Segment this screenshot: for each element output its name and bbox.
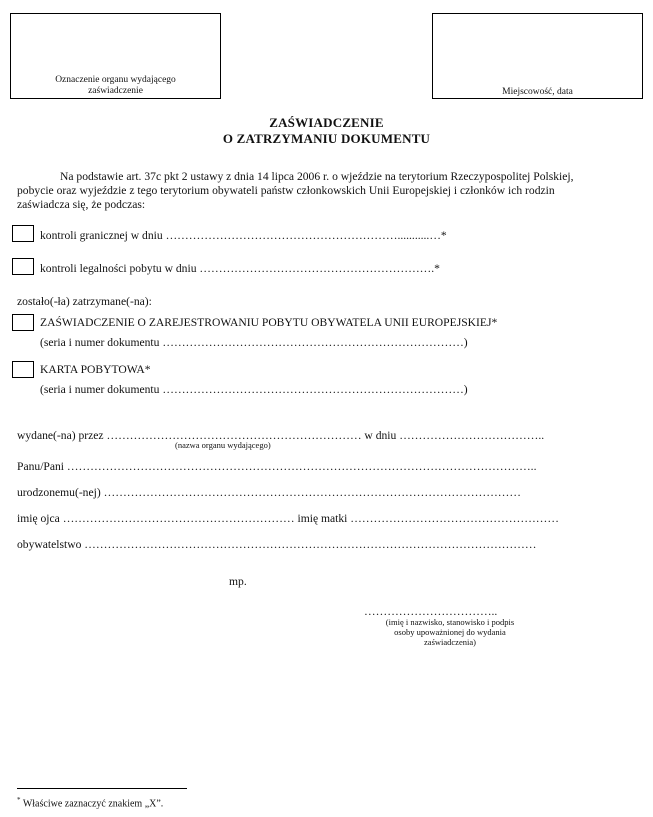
person-name-field[interactable]: Panu/Pani …………………………………………………………………………………………………………..: [17, 460, 537, 473]
residence-card-checkbox[interactable]: [12, 361, 34, 378]
issued-by-field[interactable]: wydane(-na) przez ………………………………………………………… w dniu ………………………………..: [17, 429, 545, 442]
parents-field[interactable]: imię ojca …………………………………………………… imię matki ………………………………………………: [17, 512, 559, 525]
residence-series-field[interactable]: (seria i numer dokumentu ……………………………………………………………………): [40, 383, 468, 396]
stamp-label: mp.: [229, 575, 247, 588]
legality-control-checkbox[interactable]: [12, 258, 34, 275]
issuer-caption: (nazwa organu wydającego): [175, 440, 271, 450]
legality-control-label: kontroli legalności pobytu w dniu …………………………………………………….*: [40, 262, 440, 275]
footnote-mark: *: [17, 796, 21, 804]
footnote: [17, 796, 163, 809]
border-control-label: kontroli granicznej w dniu ……………………………………………………...........…*: [40, 229, 447, 242]
document-subtitle: O ZATRZYMANIU DOKUMENTU: [222, 131, 431, 146]
signature-field[interactable]: ……………………………..: [364, 605, 498, 618]
footnote-divider: [17, 788, 187, 789]
retained-label: zostało(-ła) zatrzymane(-na):: [17, 295, 152, 308]
birth-field[interactable]: urodzonemu(-nej) ………………………………………………………………………………………………: [17, 486, 521, 499]
intro-line-3: zaświadcza się, że podczas:: [17, 198, 146, 211]
issuing-authority-caption: Oznaczenie organu wydającego zaświadczenie: [55, 75, 176, 96]
footnote-text: Właściwe zaznaczyć znakiem „X”.: [22, 798, 164, 810]
citizenship-field[interactable]: obywatelstwo ………………………………………………………………………………………………………: [17, 538, 537, 551]
document-title: ZAŚWIADCZENIE: [269, 115, 384, 130]
border-control-checkbox[interactable]: [12, 225, 34, 242]
registration-cert-label: ZAŚWIADCZENIE O ZAREJESTROWANIU POBYTU OBYWATELA UNII EUROPEJSKIEJ*: [40, 316, 498, 329]
registration-cert-checkbox[interactable]: [12, 314, 34, 331]
residence-card-label: KARTA POBYTOWA*: [40, 363, 151, 376]
place-date-caption: Miejscowość, data: [502, 87, 573, 97]
registration-series-field[interactable]: (seria i numer dokumentu ……………………………………………………………………): [40, 336, 468, 349]
signature-caption: (imię i nazwisko, stanowisko i podpis osoby upoważnionej do wydania zaświadczenia): [385, 617, 515, 647]
intro-line-2: pobycie oraz wyjeździe z tego terytorium obywateli państw członkowskich Unii Europejskiej i członków ich rodzin: [17, 184, 555, 197]
intro-line-1: Na podstawie art. 37c pkt 2 ustawy z dnia 14 lipca 2006 r. o wjeździe na terytorium Rzeczypospolitej Polskiej,: [60, 170, 574, 183]
